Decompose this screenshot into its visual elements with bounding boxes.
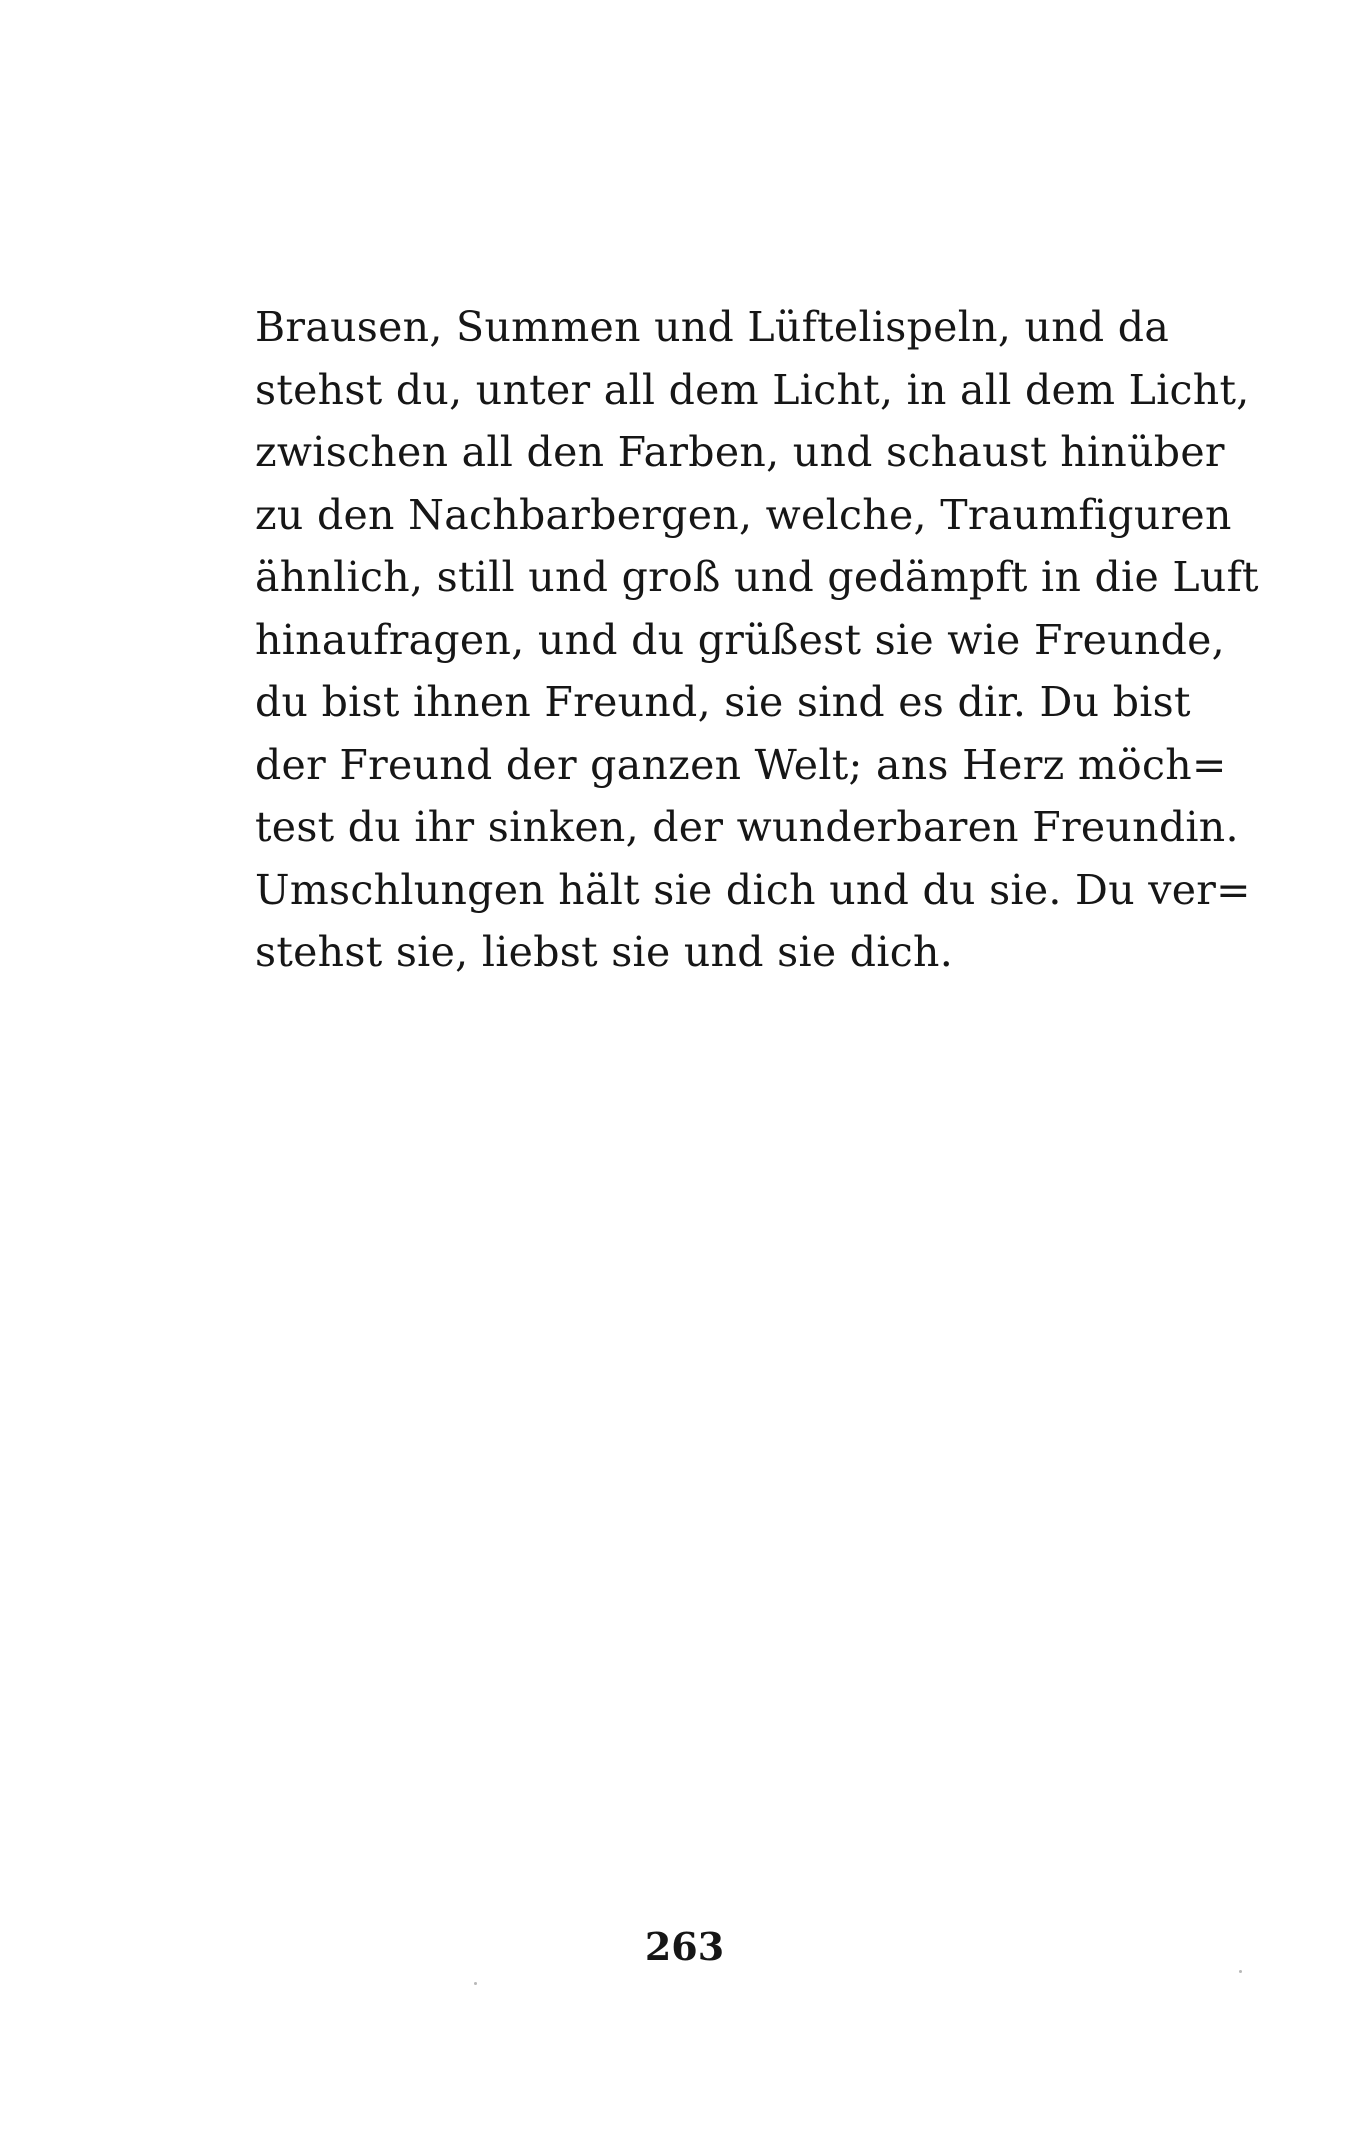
text-line-11: stehst sie, liebst sie und sie dich. [255, 928, 954, 976]
text-line-7: du bist ihnen Freund, sie sind es dir. Du bist [255, 678, 1191, 726]
text-line-5: ähnlich, still und groß und gedämpft in die Luft [255, 553, 1259, 601]
page-number: 263 [644, 1924, 725, 1969]
text-line-4: zu den Nachbarbergen, welche, Traumfiguren [255, 490, 1232, 539]
text-line-9: test du ihr sinken, der wunderbaren Freundin. [255, 803, 1239, 851]
text-line-6: hinaufragen, und du grüßest sie wie Freunde, [255, 615, 1226, 664]
text-line-3: zwischen all den Farben, und schaust hinüber [255, 428, 1225, 476]
text-line-1: Brausen, Summen und Lüftelispeln, und da [255, 303, 1170, 351]
text-line-8: der Freund der ganzen Welt; ans Herz möch= [255, 740, 1227, 789]
scan-speck [1239, 1970, 1242, 1973]
text-line-2: stehst du, unter all dem Licht, in all dem Licht, [255, 365, 1250, 414]
scan-speck [474, 1982, 477, 1985]
body-text [255, 296, 1259, 984]
text-line-10: Umschlungen hält sie dich und du sie. Du ver= [255, 865, 1251, 914]
